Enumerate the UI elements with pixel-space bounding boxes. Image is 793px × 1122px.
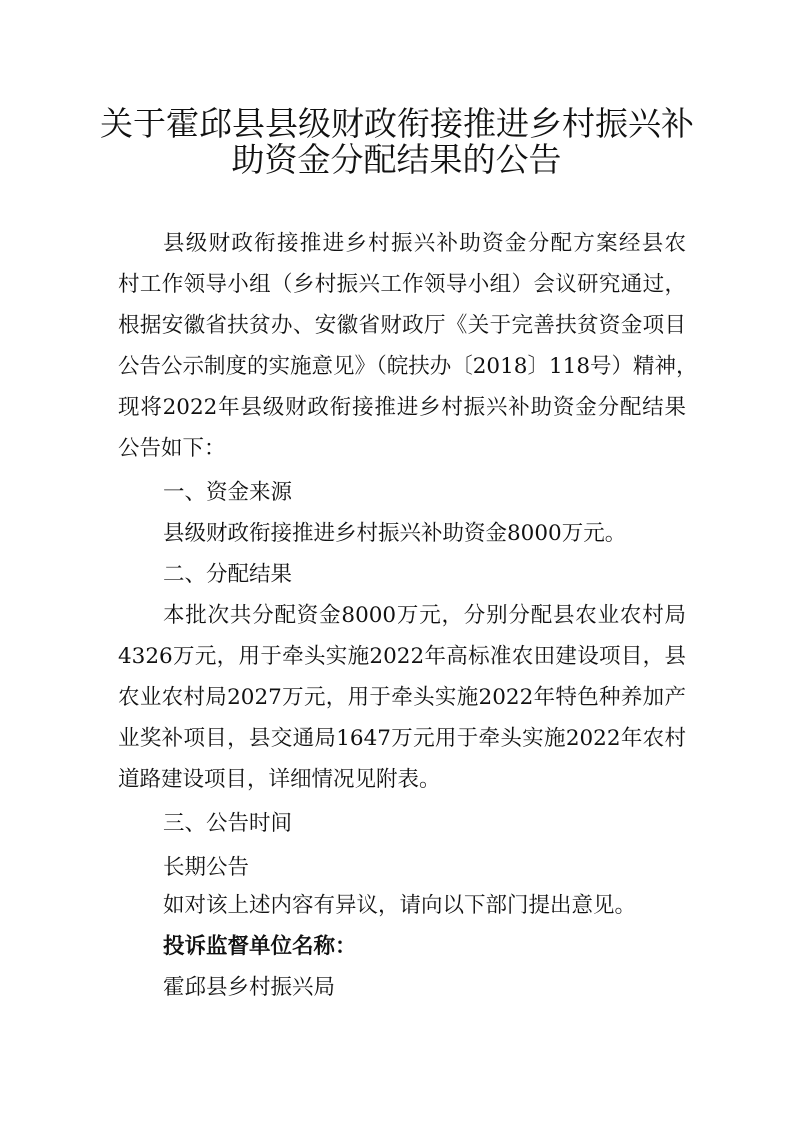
document-title-line-1: 关于霍邱县县级财政衔接推进乡村振兴补 (100, 104, 694, 143)
section-heading-allocation: 二、分配结果 (163, 562, 293, 587)
allocation-paragraph-line: 农业农村局2027万元，用于牵头实施2022年特色种养加产 (118, 685, 686, 710)
allocation-paragraph-line: 本批次共分配资金8000万元，分别分配县农业农村局 (163, 603, 686, 628)
section-heading-announcement-time: 三、公告时间 (163, 811, 293, 836)
intro-paragraph-line: 现将2022年县级财政衔接推进乡村振兴补助资金分配结果 (118, 395, 686, 420)
complaint-unit-name: 霍邱县乡村振兴局 (163, 975, 336, 1000)
intro-paragraph-line: 公告如下： (118, 436, 226, 461)
allocation-paragraph-line: 业奖补项目，县交通局1647万元用于牵头实施2022年农村 (118, 726, 686, 751)
section-text-funding-source: 县级财政衔接推进乡村振兴补助资金8000万元。 (163, 521, 627, 546)
intro-paragraph-line: 根据安徽省扶贫办、安徽省财政厅《关于完善扶贫资金项目 (118, 313, 686, 338)
complaint-unit-label: 投诉监督单位名称： (163, 934, 357, 959)
section-heading-funding-source: 一、资金来源 (163, 480, 293, 505)
intro-paragraph-line: 县级财政衔接推进乡村振兴补助资金分配方案经县农 (163, 231, 686, 256)
intro-paragraph-line: 村工作领导小组（乡村振兴工作领导小组）会议研究通过， (118, 272, 686, 297)
intro-paragraph-line: 公告公示制度的实施意见》（皖扶办〔2018〕118号）精神， (118, 354, 698, 379)
announcement-time-text: 长期公告 (163, 855, 250, 880)
objection-notice-text: 如对该上述内容有异议，请向以下部门提出意见。 (163, 893, 637, 918)
document-title-line-2: 助资金分配结果的公告 (231, 140, 562, 179)
allocation-paragraph-line: 道路建设项目，详细情况见附表。 (118, 767, 441, 792)
allocation-paragraph-line: 4326万元，用于牵头实施2022年高标准农田建设项目，县 (118, 644, 686, 669)
